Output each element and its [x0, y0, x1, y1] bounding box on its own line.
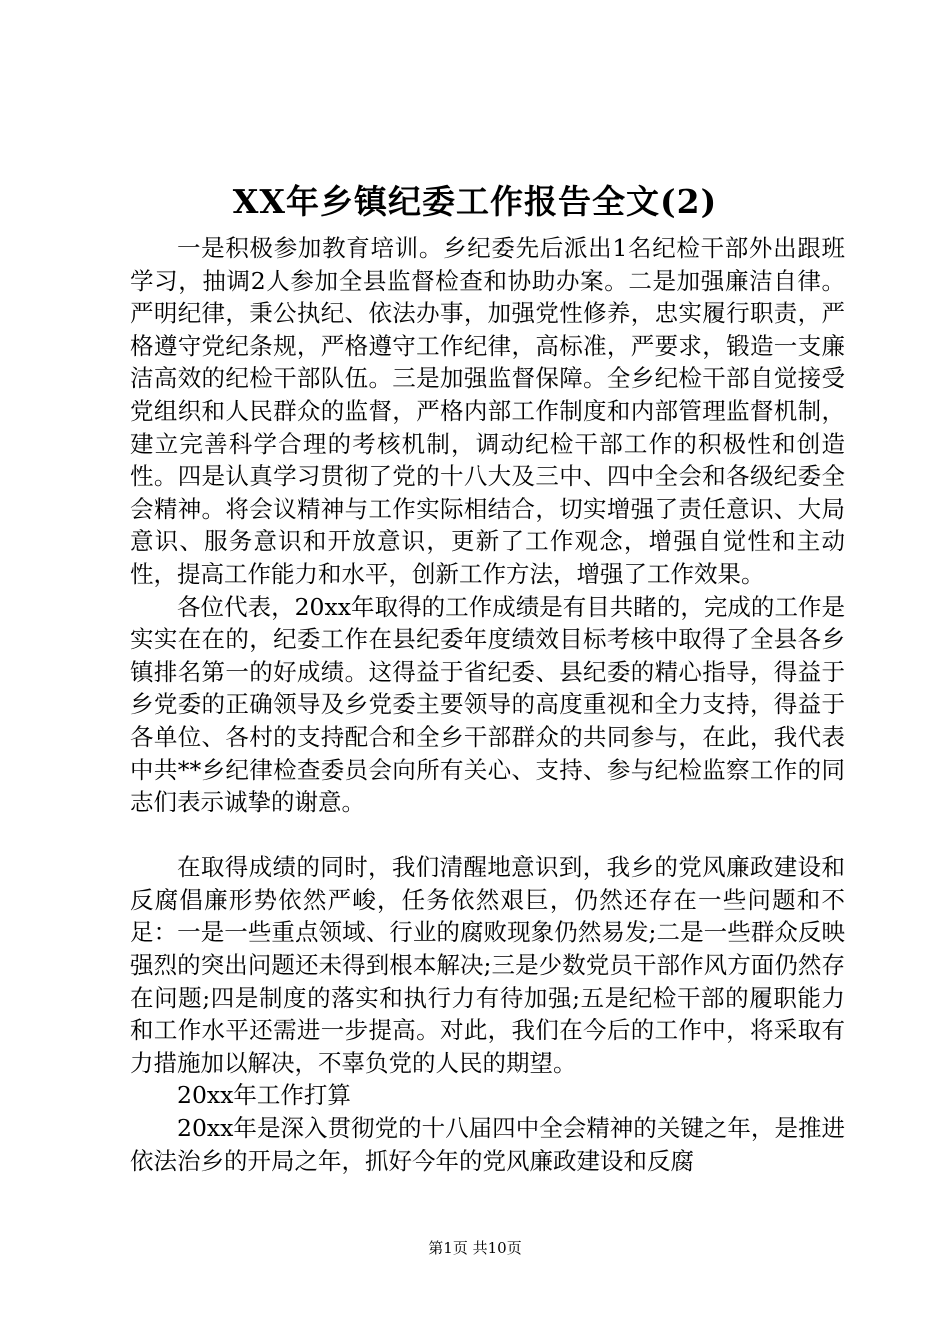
paragraph-1: 一是积极参加教育培训。乡纪委先后派出1名纪检干部外出跟班学习，抽调2人参加全县监督检查和协助办案。二是加强廉洁自律。严明纪律，秉公执纪、依法办事，加强党性修养，忠实履行职责，严格遵守党纪条规，严格遵守工作纪律，高标准，严要求，锻造一支廉洁高效的纪检干部队伍。三是加强监督保障。全乡纪检干部自觉接受党组织和人民群众的监督，严格内部工作制度和内部管理监督机制，建立完善科学合理的考核机制，调动纪检干部工作的积极性和创造性。四是认真学习贯彻了党的十八大及三中、四中全会和各级纪委全会精神。将会议精神与工作实际相结合，切实增强了责任意识、大局意识、服务意识和开放意识，更新了工作观念，增强自觉性和主动性，提高工作能力和水平，创新工作方法，增强了工作效果。	[130, 234, 845, 588]
document-title: XX年乡镇纪委工作报告全文(2)	[232, 182, 718, 221]
document-body	[130, 232, 845, 1177]
section-heading: 20xx年工作打算	[177, 1081, 351, 1110]
paragraph-3: 在取得成绩的同时，我们清醒地意识到，我乡的党风廉政建设和反腐倡廉形势依然严峻，任务依然艰巨，仍然还存在一些问题和不足：一是一些重点领域、行业的腐败现象仍然易发;二是一些群众反映强烈的突出问题还未得到根本解决;三是少数党员干部作风方面仍然存在问题;四是制度的落实和执行力有待加强;五是纪检干部的履职能力和工作水平还需进一步提高。对此，我们在今后的工作中，将采取有力措施加以解决，不辜负党的人民的期望。	[130, 853, 845, 1077]
paragraph-2: 各位代表，20xx年取得的工作成绩是有目共睹的，完成的工作是实实在在的，纪委工作在县纪委年度绩效目标考核中取得了全县各乡镇排名第一的好成绩。这得益于省纪委、县纪委的精心指导，得益于乡党委的正确领导及乡党委主要领导的高度重视和全力支持，得益于各单位、各村的支持配合和全乡干部群众的共同参与，在此，我代表中共**乡纪律检查委员会向所有关心、支持、参与纪检监察工作的同志们表示诚挚的谢意。	[130, 592, 845, 817]
page-footer: 第1页 共10页	[428, 1239, 522, 1257]
paragraph-4: 20xx年是深入贯彻党的十八届四中全会精神的关键之年，是推进依法治乡的开局之年，抓好今年的党风廉政建设和反腐	[130, 1114, 845, 1175]
